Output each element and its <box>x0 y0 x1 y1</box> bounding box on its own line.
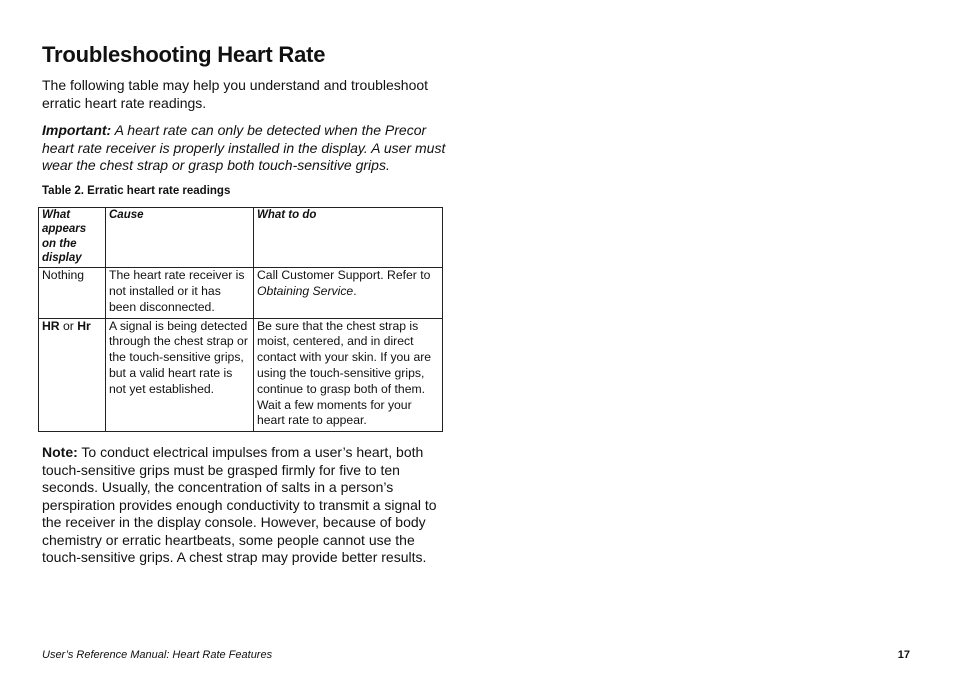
cell-cause: The heart rate receiver is not installed or it has been disconnected. <box>106 268 254 318</box>
cell-cause: A signal is being detected through the chest strap or the touch-sensitive grips, but a valid heart rate is not yet established. <box>106 318 254 432</box>
note-label: Note: <box>42 444 78 460</box>
display-hr-upper: HR <box>42 318 60 333</box>
troubleshooting-table <box>38 207 443 432</box>
action-end: . <box>353 283 357 298</box>
header-what-to-do: What to do <box>254 208 443 268</box>
footer-title: User’s Reference Manual: Heart Rate Features <box>42 649 273 661</box>
action-reference: Obtaining Service <box>257 283 354 298</box>
cell-action: Be sure that the chest strap is moist, centered, and in direct contact with your skin. If you are using the touch-sensitive grips, continue to grasp both of them. Wait a few moments for your heart rate to appear. <box>254 318 443 432</box>
header-cause: Cause <box>106 208 254 268</box>
action-text: Call Customer Support. Refer to <box>257 268 431 283</box>
cell-display <box>39 318 106 432</box>
cell-display: Nothing <box>39 268 106 318</box>
display-or: or <box>59 318 78 333</box>
table-row <box>39 268 443 318</box>
important-notice <box>42 122 457 175</box>
intro-paragraph: The following table may help you understand and troubleshoot erratic heart rate readings. <box>42 77 429 111</box>
cell-action <box>254 268 443 318</box>
note-text: To conduct electrical impulses from a user’s heart, both touch-sensitive grips must be grasped firmly for five to ten seconds. Usually, the concentration of salts in a person’s perspiration provides enough conductivity to transmit a signal to the receiver in the display console. However, because of body chemistry or erratic heartbeats, some people cannot use the touch-sensitive grips. A chest strap may provide better results. <box>42 444 437 565</box>
table-row <box>39 318 443 432</box>
table-header-row <box>39 208 443 268</box>
table-caption: Table 2. Erratic heart rate readings <box>42 185 231 197</box>
display-hr-lower: Hr <box>77 318 91 333</box>
page-title: Troubleshooting Heart Rate <box>42 42 326 67</box>
important-label: Important: <box>42 122 112 138</box>
page-number: 17 <box>897 649 910 661</box>
note-paragraph <box>42 444 447 567</box>
important-text: A heart rate can only be detected when the Precor heart rate receiver is properly installed in the display. A user must wear the chest strap or grasp both touch-sensitive grips. <box>42 122 446 173</box>
header-what-appears: What appears on the display <box>39 208 106 268</box>
